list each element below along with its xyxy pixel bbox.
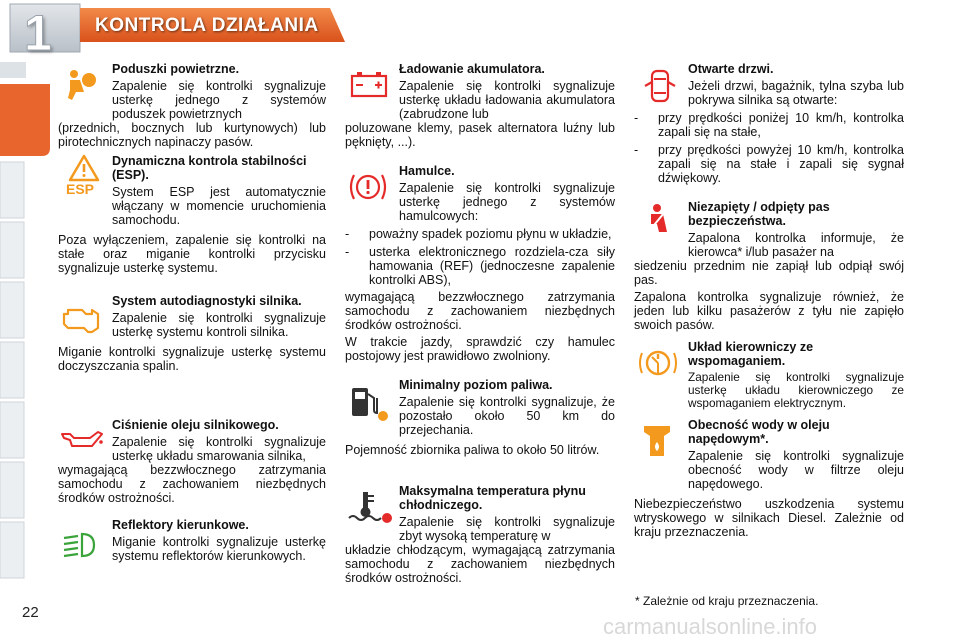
doors-section: [634, 62, 904, 185]
brakes-section: [345, 164, 615, 363]
oil-can-icon: [60, 426, 104, 450]
seatbelt-icon: [640, 202, 676, 238]
battery-title: Ładowanie akumulatora.: [399, 62, 545, 76]
esp-section: [58, 154, 326, 275]
open-doors-icon: [642, 68, 678, 104]
airbag-icon: [62, 66, 98, 102]
water-section: [634, 418, 904, 539]
coolant-text: Zapalenie się kontrolki sygnalizuje zbyt wysoką temperaturę w: [399, 515, 615, 543]
engine-title: System autodiagnostyki silnika.: [112, 294, 302, 308]
oil-title: Ciśnienie oleju silnikowego.: [112, 418, 279, 432]
seatbelt-text: Zapalona kontrolka informuje, że kierowca* i/lub pasażer na: [688, 231, 904, 259]
fuel-section: [345, 378, 615, 457]
doors-title: Otwarte drzwi.: [688, 62, 774, 76]
doors-item: - przy prędkości powyżej 10 km/h, kontrolka zapali się na stałe i zapali się sygnał dźwiękowy.: [634, 143, 904, 185]
page-header: [0, 0, 960, 61]
engine-text-full: Miganie kontrolki sygnalizuje usterkę systemu doczyszczania spalin.: [58, 345, 326, 373]
engine-icon: [60, 304, 102, 334]
coolant-temperature-icon: [347, 490, 393, 528]
airbag-section: [58, 62, 326, 149]
coolant-title: Maksymalna temperatura płynu chłodniczego.: [399, 484, 586, 512]
water-in-fuel-icon: [640, 422, 674, 462]
water-title: Obecność wody w oleju napędowym*.: [688, 418, 830, 446]
seatbelt-text-full2: Zapalona kontrolka sygnalizuje również, że jeden lub kilku pasażerów z tyłu nie zapięło swoich pasów.: [634, 290, 904, 332]
lights-title: Reflektory kierunkowe.: [112, 518, 249, 532]
oil-text: Zapalenie się kontrolki sygnalizuje usterkę układu smarowania silnika,: [112, 435, 326, 463]
chapter-side-tabs: [0, 0, 60, 640]
brakes-text: Zapalenie się kontrolki sygnalizuje usterkę jednego z systemów hamulcowych:: [399, 181, 615, 223]
battery-text-full: poluzowane klemy, pasek alternatora luźny lub pęknięty, ...).: [345, 121, 615, 149]
steering-title: Układ kierowniczy ze wspomaganiem.: [688, 340, 814, 368]
seatbelt-section: [634, 200, 904, 332]
brakes-item-text: usterka elektronicznego rozdziela-cza siły hamowania (REF) (jednoczesne zapalenie kontrolki ABS),: [369, 245, 615, 287]
brakes-item: - poważny spadek poziomu płynu w układzie,: [345, 227, 612, 241]
chapter-title: KONTROLA DZIAŁANIA: [95, 15, 319, 36]
page-number: 22: [22, 604, 39, 621]
airbag-text-full: (przednich, bocznych lub kurtynowych) lub pirotechnicznych napinaczy pasów.: [58, 121, 326, 149]
brakes-item-text: poważny spadek poziomu płynu w układzie,: [369, 227, 612, 241]
fuel-pump-icon: [349, 384, 391, 424]
brakes-after2: W trakcie jazdy, sprawdzić czy hamulec postojowy jest prawidłowo zwolniony.: [345, 335, 615, 363]
footnote: * Zależnie od kraju przeznaczenia.: [635, 594, 819, 608]
water-text-full: Niebezpieczeństwo uszkodzenia systemu wtryskowego w silnikach Diesel. Zależnie od kraju przeznaczenia.: [634, 497, 904, 539]
coolant-text-full: układzie chłodzącym, wymagającą zatrzymania samochodu z zachowaniem niezbędnych środków ostrożności.: [345, 543, 615, 585]
esp-text: System ESP jest automatycznie włączany w momencie uruchomienia samochodu.: [112, 185, 326, 227]
battery-text: Zapalenie się kontrolki sygnalizuje usterkę układu ładowania akumulatora (zabrudzone lub: [399, 79, 615, 121]
steering-wheel-icon: [638, 346, 678, 380]
oil-section: [58, 418, 326, 505]
brakes-title: Hamulce.: [399, 164, 455, 178]
seatbelt-text-full: siedzeniu przednim nie zapiął lub odpiął swój pas.: [634, 259, 904, 287]
seatbelt-title: Niezapięty / odpięty pas bezpieczeństwa.: [688, 200, 830, 228]
doors-item-text: przy prędkości powyżej 10 km/h, kontrolka zapali się na stałe i zapali się sygnał dźwiękowy.: [658, 143, 904, 185]
lights-section: [58, 518, 326, 563]
doors-item: - przy prędkości poniżej 10 km/h, kontrolka zapali się na stałe,: [634, 111, 904, 139]
steering-text: Zapalenie się kontrolki sygnalizuje usterkę układu kierowniczego ze wspomaganiem elektrycznym.: [688, 370, 904, 410]
engine-section: [58, 294, 326, 373]
headlight-icon: [60, 530, 100, 560]
esp-text-full: Poza wyłączeniem, zapalenie się kontrolki na stałe oraz miganie kontrolki przycisku sygnalizuje usterkę systemu.: [58, 233, 326, 275]
battery-icon: [349, 70, 389, 100]
engine-text: Zapalenie się kontrolki sygnalizuje usterkę systemu kontroli silnika.: [112, 311, 326, 339]
lights-text: Miganie kontrolki sygnalizuje usterkę systemu reflektorów kierunkowych.: [112, 535, 326, 563]
chapter-number: 1: [24, 5, 52, 61]
esp-icon-label: ESP: [66, 181, 95, 197]
doors-item-text: przy prędkości poniżej 10 km/h, kontrolka zapali się na stałe,: [658, 111, 904, 139]
water-text: Zapalenie się kontrolki sygnalizuje obecność wody w filtrze oleju napędowego.: [688, 449, 904, 491]
fuel-title: Minimalny poziom paliwa.: [399, 378, 553, 392]
fuel-text-full: Pojemność zbiornika paliwa to około 50 litrów.: [345, 443, 600, 457]
esp-title: Dynamiczna kontrola stabilności (ESP).: [112, 154, 307, 182]
airbag-title: Poduszki powietrzne.: [112, 62, 240, 76]
battery-section: [345, 62, 615, 149]
brakes-after: wymagającą bezzwłocznego zatrzymania samochodu z zachowaniem niezbędnych środków ostrożności.: [345, 290, 615, 332]
oil-text-full: wymagającą bezzwłocznego zatrzymania samochodu z zachowaniem niezbędnych środków ostrożności.: [58, 463, 326, 505]
airbag-text: Zapalenie się kontrolki sygnalizuje usterkę jednego z systemów poduszek powietrznych: [112, 79, 326, 121]
fuel-text: Zapalenie się kontrolki sygnalizuje, że pozostało około 50 km do przejechania.: [399, 395, 615, 437]
doors-text: Jeżeli drzwi, bagażnik, tylna szyba lub pokrywa silnika są otwarte:: [688, 79, 904, 107]
coolant-section: [345, 484, 615, 585]
watermark: carmanualsonline.info: [603, 614, 818, 639]
steering-section: [634, 340, 904, 410]
brake-warning-icon: [347, 168, 389, 206]
brakes-item: - usterka elektronicznego rozdziela-cza siły hamowania (REF) (jednoczesne zapalenie kontrolki ABS),: [345, 245, 615, 287]
